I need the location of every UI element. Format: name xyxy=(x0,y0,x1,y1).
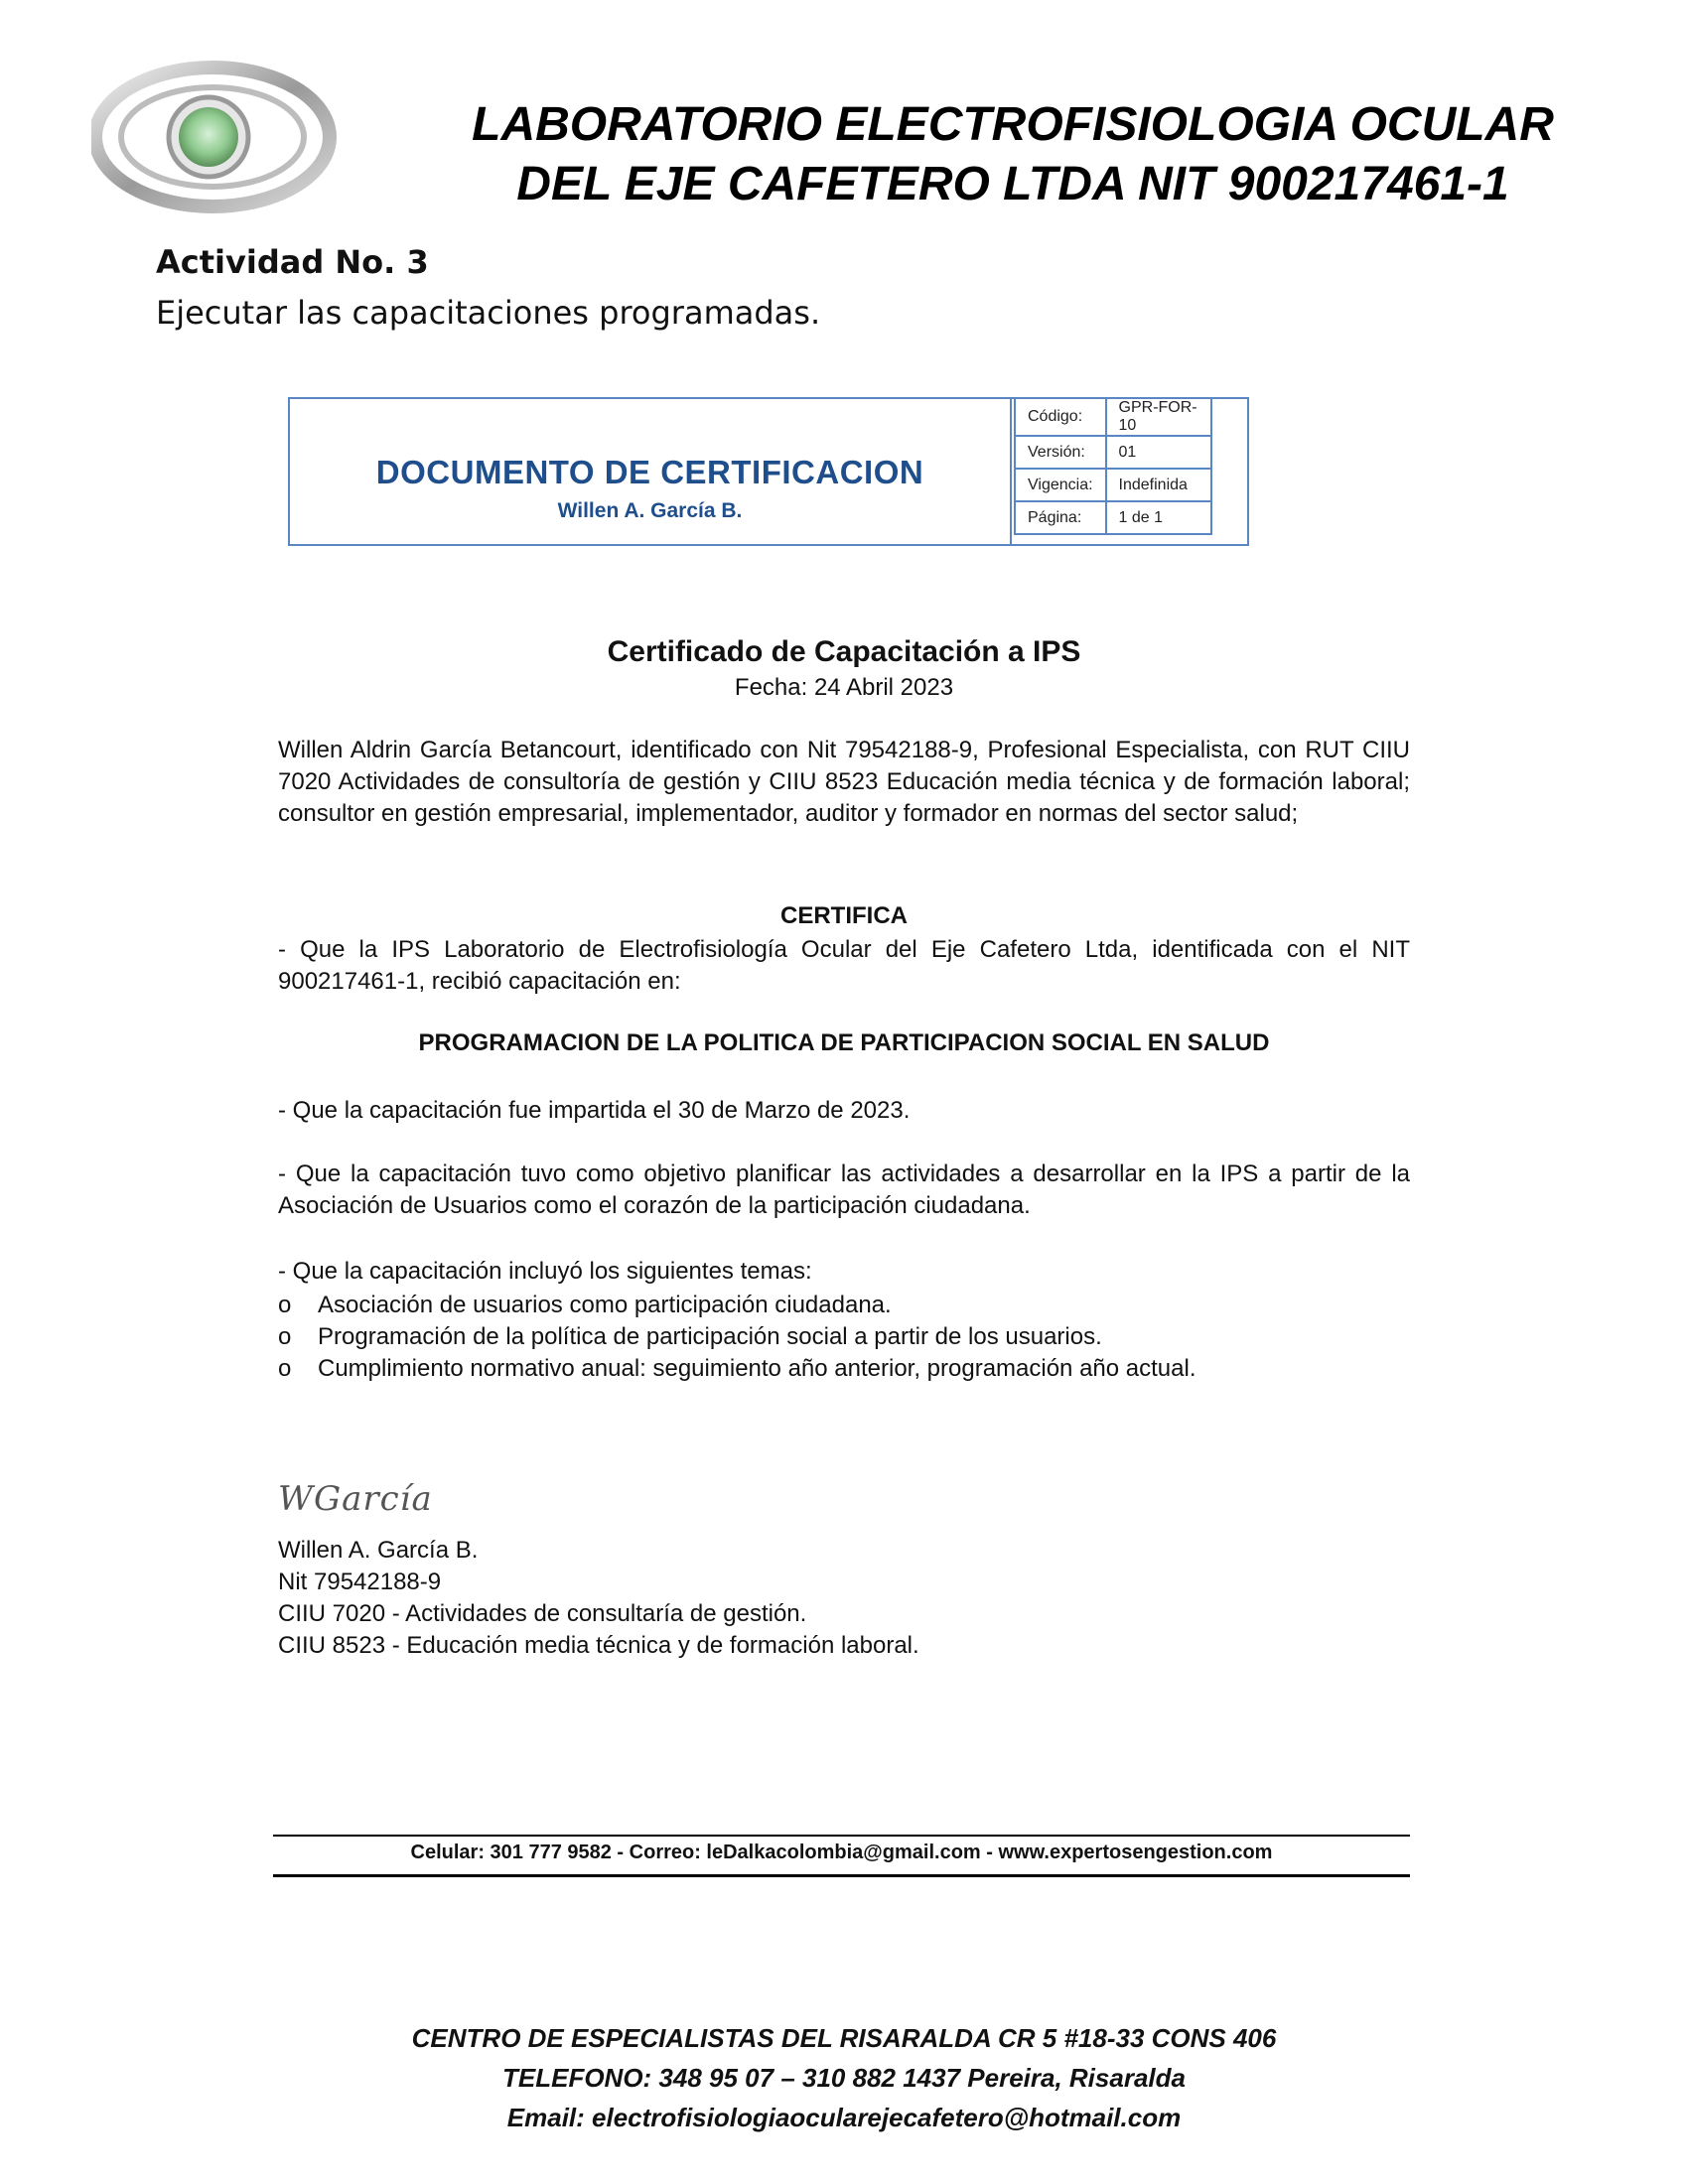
program-title: PROGRAMACION DE LA POLITICA DE PARTICIPACION SOCIAL EN SALUD xyxy=(418,1029,1270,1056)
footer-email: Email: electrofisiologiaocularejecafetero@hotmail.com xyxy=(506,2103,1182,2132)
list-item xyxy=(278,1353,1410,1385)
certificate-document-title: DOCUMENTO DE CERTIFICACION xyxy=(375,454,924,490)
signatory-details xyxy=(278,1535,919,1662)
topic-text: Asociación de usuarios como participación ciudadana. xyxy=(318,1292,892,1318)
certificate-header-title-area xyxy=(290,399,1012,544)
document-meta-table xyxy=(1014,397,1212,535)
certificate-document-subtitle: Willen A. García B. xyxy=(557,499,743,522)
certificate-header-box xyxy=(288,397,1249,546)
list-item xyxy=(278,1290,1410,1321)
meta-label: Vigencia: xyxy=(1015,469,1106,501)
meta-row xyxy=(1015,469,1211,501)
meta-row xyxy=(1015,501,1211,534)
bullet-mark: o xyxy=(278,1355,292,1382)
header-title-line2: DEL EJE CAFETERO LTDA NIT 900217461-1 xyxy=(516,158,1509,210)
header-title xyxy=(467,95,1559,214)
certificate-title: Certificado de Capacitación a IPS xyxy=(607,635,1081,668)
meta-value: 01 xyxy=(1106,436,1211,469)
contact-info: Celular: 301 777 9582 - Correo: leDalkacolombia@gmail.com - www.expertosengestion.com xyxy=(410,1842,1273,1863)
signatory-line: Nit 79542188-9 xyxy=(278,1569,442,1595)
meta-row xyxy=(1015,398,1211,436)
signatory-line: Willen A. García B. xyxy=(278,1537,479,1564)
handwritten-signature: WGarcía xyxy=(278,1479,433,1519)
certificate-clause-4: - Que la capacitación incluyó los siguientes temas: xyxy=(278,1258,812,1285)
meta-value: GPR-FOR-10 xyxy=(1106,398,1211,436)
meta-value: 1 de 1 xyxy=(1106,501,1211,534)
certificate-date: Fecha: 24 Abril 2023 xyxy=(734,674,954,701)
certifica-heading: CERTIFICA xyxy=(780,902,908,929)
certificate-clause-2: - Que la capacitación fue impartida el 30 de Marzo de 2023. xyxy=(278,1097,911,1124)
topic-text: Programación de la política de participación social a partir de los usuarios. xyxy=(318,1323,1102,1350)
footer-phone: TELEFONO: 348 95 07 – 310 882 1437 Pereira, Risaralda xyxy=(502,2063,1186,2093)
signatory-line: CIIU 8523 - Educación media técnica y de formación laboral. xyxy=(278,1632,919,1659)
contact-divider-top xyxy=(273,1835,1410,1837)
certificate-clause-1: - Que la IPS Laboratorio de Electrofisiología Ocular del Eje Cafetero Ltda, identificada con el NIT 900217461-1, recibió capacitación en: xyxy=(278,936,1410,995)
footer-address: CENTRO DE ESPECIALISTAS DEL RISARALDA CR 5 #18-33 CONS 406 xyxy=(411,2023,1277,2053)
bullet-mark: o xyxy=(278,1292,292,1318)
meta-row xyxy=(1015,436,1211,469)
topic-text: Cumplimiento normativo anual: seguimiento año anterior, programación año actual. xyxy=(318,1355,1196,1382)
certificate-intro: Willen Aldrin García Betancourt, identificado con Nit 79542188-9, Profesional Especialista, con RUT CIIU 7020 Actividades de consultoría de gestión y CIIU 8523 Educación media técnica y de formación laboral; consultor en gestión empresarial, implementador, auditor y formador en normas del sector salud; xyxy=(278,737,1410,827)
signatory-line: CIIU 7020 - Actividades de consultaría de gestión. xyxy=(278,1600,807,1627)
contact-divider-bottom xyxy=(273,1874,1410,1877)
header-title-line1: LABORATORIO ELECTROFISIOLOGIA OCULAR xyxy=(472,98,1554,151)
meta-label: Página: xyxy=(1015,501,1106,534)
list-item xyxy=(278,1321,1410,1353)
certificate-clause-3: - Que la capacitación tuvo como objetivo planificar las actividades a desarrollar en la IPS a partir de la Asociación de Usuarios como el corazón de la participación ciudadana. xyxy=(278,1160,1410,1219)
meta-label: Versión: xyxy=(1015,436,1106,469)
eye-logo-icon xyxy=(91,58,340,216)
topics-list xyxy=(278,1290,1410,1385)
bullet-mark: o xyxy=(278,1323,292,1350)
meta-value: Indefinida xyxy=(1106,469,1211,501)
activity-title: Actividad No. 3 xyxy=(156,243,429,281)
meta-label: Código: xyxy=(1015,398,1106,436)
activity-description: Ejecutar las capacitaciones programadas. xyxy=(156,294,821,332)
